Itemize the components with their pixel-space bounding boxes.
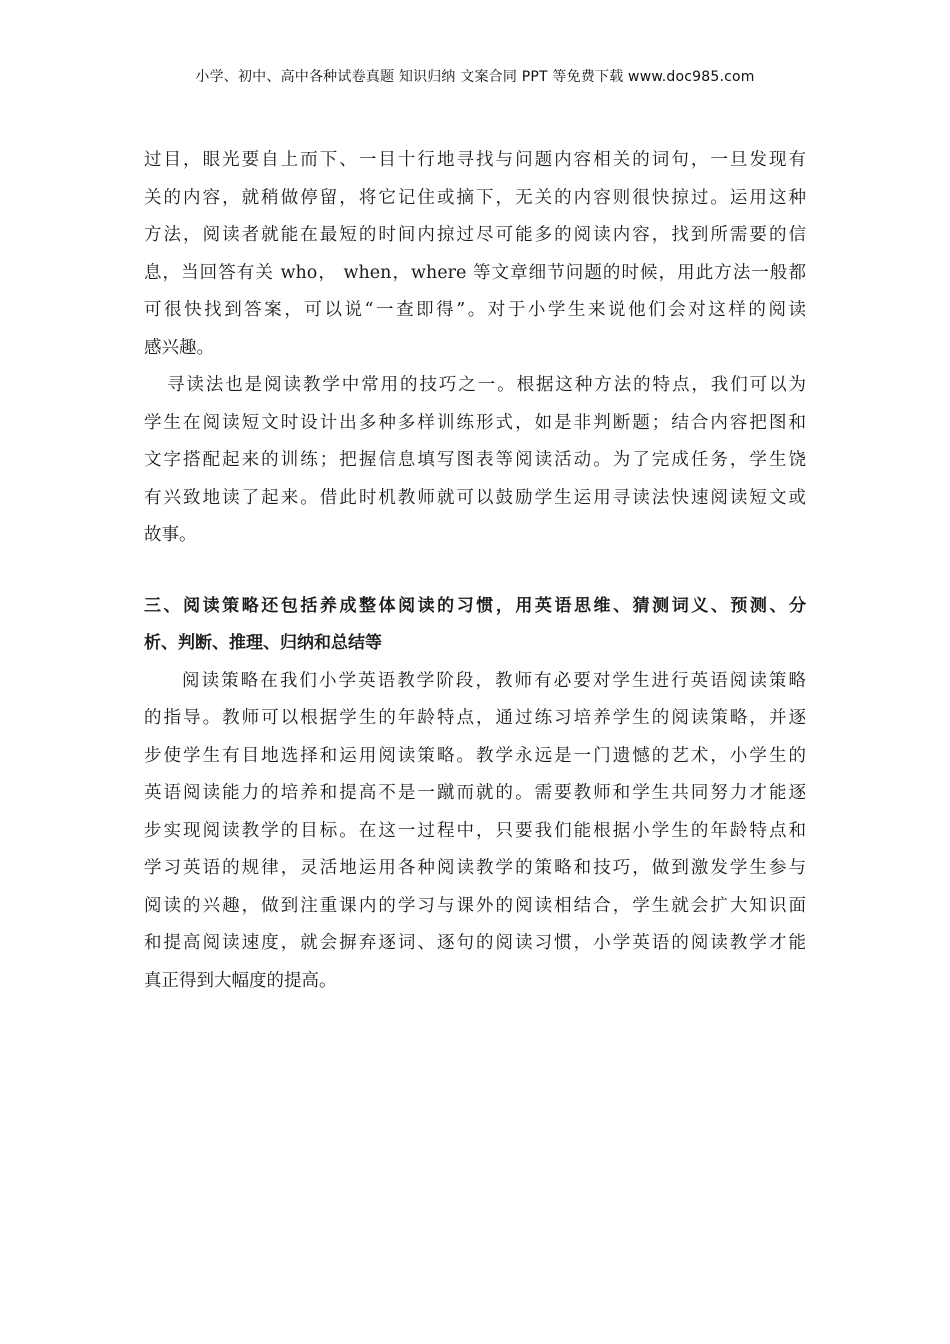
text-line: 感兴趣。 — [144, 337, 214, 358]
text-line: 息，当回答有关 who， when，where 等文章细节问题的时候，用此方法一般都 — [144, 262, 806, 283]
text-line: 关的内容，就稍做停留，将它记住或摘下，无关的内容则很快掠过。运用这种 — [144, 187, 806, 208]
paragraph-search-reading — [144, 367, 806, 555]
text-line: 的指导。教师可以根据学生的年龄特点，通过练习培养学生的阅读策略，并逐 — [144, 708, 806, 728]
document-body — [144, 142, 806, 1000]
page-header: 小学、初中、高中各种试卷真题 知识归纳 文案合同 PPT 等免费下载 www.doc985.com — [195, 69, 755, 85]
text-line: 故事。 — [144, 525, 197, 545]
text-line: 英语阅读能力的培养和提高不是一蹴而就的。需要教师和学生共同努力才能逐 — [144, 783, 806, 803]
paragraph-scanning-method — [144, 142, 806, 367]
text-line: 寻读法也是阅读教学中常用的技巧之一。根据这种方法的特点，我们可以为 — [167, 375, 806, 395]
text-line: 和提高阅读速度，就会摒弃逐词、逐句的阅读习惯，小学英语的阅读教学才能 — [144, 933, 806, 953]
text-line: 方法，阅读者就能在最短的时间内掠过尽可能多的阅读内容，找到所需要的信 — [144, 225, 806, 245]
text-line: 步使学生有目地选择和运用阅读策略。教学永远是一门遗憾的艺术，小学生的 — [144, 745, 806, 766]
text-line: 过目，眼光要自上而下、一目十行地寻找与问题内容相关的词句，一旦发现有 — [144, 150, 806, 170]
text-line: 真正得到大幅度的提高。 — [144, 970, 337, 991]
section-heading: 析、判断、推理、归纳和总结等 — [144, 633, 382, 653]
text-line: 有兴致地读了起来。借此时机教师就可以鼓励学生运用寻读法快速阅读短文或 — [144, 487, 806, 508]
section-three — [144, 588, 806, 1001]
text-line: 文字搭配起来的训练；把握信息填写图表等阅读活动。为了完成任务，学生饶 — [144, 450, 806, 470]
text-line: 阅读的兴趣，做到注重课内的学习与课外的阅读相结合，学生就会扩大知识面 — [144, 895, 806, 916]
section-spacer — [144, 555, 806, 588]
text-line: 阅读策略在我们小学英语教学阶段，教师有必要对学生进行英语阅读策略 — [182, 670, 806, 691]
text-line: 学生在阅读短文时设计出多种多样训练形式，如是非判断题；结合内容把图和 — [144, 412, 806, 433]
text-line: 学习英语的规律，灵活地运用各种阅读教学的策略和技巧，做到激发学生参与 — [144, 858, 806, 878]
text-line: 步实现阅读教学的目标。在这一过程中，只要我们能根据小学生的年龄特点和 — [144, 820, 806, 841]
text-line: 可很快找到答案，可以说“一查即得”。对于小学生来说他们会对这样的阅读 — [144, 300, 806, 320]
section-heading: 三、阅读策略还包括养成整体阅读的习惯，用英语思维、猜测词义、预测、分 — [144, 595, 806, 616]
